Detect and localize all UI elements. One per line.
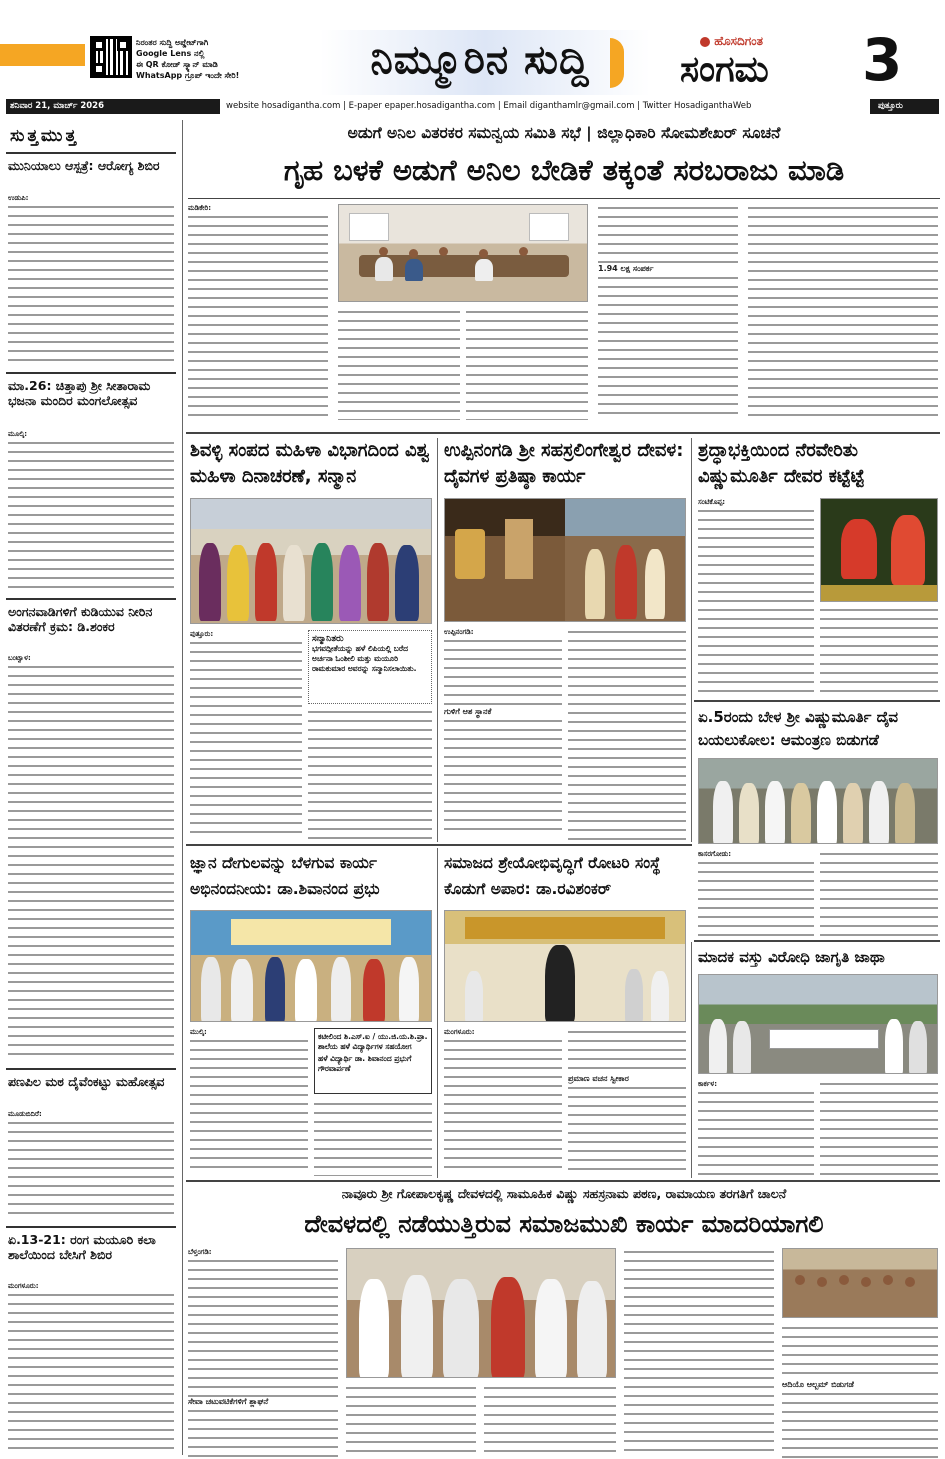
story-headline: ಮಾದಕ ವಸ್ತು ವಿರೋಧಿ ಜಾಗೃತಿ ಜಾಥಾ — [698, 948, 885, 966]
page-title: ನಿಮ್ಮೂರಿನ ಸುದ್ದಿ — [370, 37, 590, 83]
story-body: ಬೆಳ್ತಂಗಡಿ: ಸೇವಾ ಚಟುವಟಿಕೆಗಳಿಗೆ ಶ್ಲಾಘನೆ — [188, 1248, 338, 1458]
story-body-2 — [346, 1384, 476, 1458]
sun-decoration — [610, 38, 624, 88]
qr-caption — [136, 37, 336, 81]
section-name: ಸಂಗಮ — [680, 49, 769, 90]
sidebar-story-body: ಮೂಲ್ಕಿ: — [8, 430, 174, 592]
section-rule — [186, 432, 940, 434]
story-headline: ಏ.5ರಂದು ಬೇಳ ಶ್ರೀ ವಿಷ್ಣುಮೂರ್ತಿ ದೈವ ಬಯಲುಕೋಲ: ಆಮಂತ್ರಣ ಬಿಡುಗಡೆ — [698, 708, 899, 749]
sidebar — [0, 118, 182, 1459]
story-headline: ದೇವಳದಲ್ಲಿ ನಡೆಯುತ್ತಿರುವ ಸಮಾಜಮುಖಿ ಕಾರ್ಯ ಮಾದರಿಯಾಗಲಿ — [304, 1210, 824, 1238]
story-body: ಕಾಸರಗೋಡು: — [698, 850, 814, 938]
sidebar-story-title: ಏ.13-21: ರಂಗ ಮಯೂರಿ ಕಲಾ ಶಾಲೆಯಿಂದ ಬೇಸಿಗೆ ಶಿಬಿರ — [8, 1232, 156, 1262]
sidebar-logo: ಸುತ್ತಮುತ್ತ — [10, 126, 79, 146]
story-sahasralingeshwara — [442, 436, 688, 842]
qr-line: WhatsApp ಗ್ರೂಪ್ ಇಂದೇ ಸೇರಿ! — [136, 71, 240, 80]
story-photo-deity — [820, 498, 938, 602]
story-photo-rotary — [444, 910, 686, 1022]
sidebar-story-title: ಪಣಪಿಲ ಮಠ ದೈವೆಂಕಟ್ಟು ಮಹೋತ್ಸವ — [8, 1074, 165, 1089]
story-body-2 — [820, 606, 938, 694]
story-bayalukola — [696, 704, 940, 940]
story-photo-group — [190, 498, 432, 624]
story-headline: ಸಮಾಜದ ಶ್ರೇಯೋಭಿವೃದ್ಧಿಗೆ ರೋಟರಿ ಸಂಸ್ಥೆ ಕೊಡುಗೆ ಅಪಾರ: ಡಾ.ರವಿಶಂಕರ್ — [444, 854, 661, 898]
story-body-2 — [314, 1100, 432, 1176]
story-rotary — [442, 848, 688, 1178]
story-headline: ಶಿವಳ್ಳಿ ಸಂಪದ ಮಹಿಳಾ ವಿಭಾಗದಿಂದ ವಿಶ್ವ ಮಹಿಳಾ ದಿನಾಚರಣೆ, ಸನ್ಮಾನ — [190, 440, 430, 487]
sidebar-story-body: ಮೂಡುಬಿದಿರೆ: — [8, 1110, 174, 1222]
story-body-2 — [568, 628, 686, 840]
sidebar-divider — [182, 120, 183, 1455]
story-photo-temple — [444, 498, 686, 622]
lead-story — [188, 118, 940, 428]
story-headline: ಉಪ್ಪಿನಂಗಡಿ ಶ್ರೀ ಸಹಸ್ರಲಿಂಗೇಶ್ವರ ದೇವಳ: ದೈವಗಳ ಪ್ರತಿಷ್ಠಾ ಕಾರ್ಯ — [444, 440, 684, 487]
story-body: ಉಪ್ಪಿನಂಗಡಿ: ಗುಳಿಗೆ ಆಶ ಸ್ಥಾನಕೆ — [444, 628, 562, 840]
brand-logo — [700, 34, 763, 49]
location-label: ಪುತ್ತೂರು — [878, 101, 903, 111]
accent-bar — [0, 44, 85, 66]
story-headline: ಶ್ರದ್ಧಾಭಕ್ತಿಯಿಂದ ನೆರವೇರಿತು ವಿಷ್ಣುಮೂರ್ತಿ ದೇವರ ಕಟ್ಟೆಟ್ಟೆ — [698, 440, 865, 487]
lead-col-3 — [466, 308, 588, 420]
story-drug-awareness — [696, 944, 940, 1178]
lead-kicker: ಅಡುಗೆ ಅನಿಲ ವಿತರಕರ ಸಮನ್ವಯ ಸಮಿತಿ ಸಭೆ | ಜಿಲ್ಲಾಧಿಕಾರಿ ಸೋಮಶೇಖರ್ ಸೂಚನೆ — [347, 124, 781, 142]
lead-col-5 — [748, 204, 938, 420]
story-photo-rally — [698, 974, 938, 1074]
story-jnana-degula — [188, 848, 434, 1178]
sidebar-story-body: ಬಂಟ್ವಾಳ: — [8, 654, 174, 1062]
story-photo-audience — [782, 1248, 938, 1318]
story-body: ಕಾರ್ಕಳ: — [698, 1080, 814, 1176]
qr-line: Google Lens ನಲ್ಲಿ — [136, 49, 205, 58]
story-photo-stage — [190, 910, 432, 1022]
sidebar-story-body: ಉಡುಪಿ: — [8, 194, 174, 364]
sidebar-story-title: ಅಂಗನವಾಡಿಗಳಿಗೆ ಕುಡಿಯುವ ನೀರಿನ ವಿತರಣೆಗೆ ಕ್ರಮ: ಡಿ.ಶಂಕರ — [8, 604, 153, 634]
qr-line: ನಿರಂತರ ಸುದ್ದಿ ಅಪ್ಡೇಟ್‌ಗಾಗಿ — [136, 38, 209, 47]
story-body-2 — [308, 708, 432, 840]
honoree-box-title: ಸನ್ಮಾನಿತರು — [312, 634, 344, 644]
story-headline: ಜ್ಞಾನ ದೇಗುಲವನ್ನು ಬೆಳಗುವ ಕಾರ್ಯ ಅಭಿನಂದನೀಯ: ಡಾ.ಶಿವಾನಂದ ಪ್ರಭು — [190, 854, 380, 898]
story-body-3 — [484, 1384, 616, 1458]
lead-col-2 — [338, 308, 460, 420]
story-body-2 — [820, 850, 938, 938]
masthead — [0, 0, 945, 115]
story-body: ಸಂಟಿಕೊಪ್ಪ: — [698, 498, 814, 694]
lead-col-1: ಮಡಿಕೇರಿ: — [188, 204, 328, 420]
page-number: 3 — [862, 26, 903, 94]
honoree-box-text: ಭಗವದ್ಗೀತೆಯನ್ನು ಹಳೆ ಲಿಪಿಯಲ್ಲಿ ಬರೆದ ಅರ್ಚನಾ ಓಂಶೀಲಿ ಮತ್ತು ಮಯೂರಿ ರಾಮಕುಮಾರ ಅವರನ್ನು ಸನ್ಮಾನಿಸಲಾಯಿತು. — [312, 644, 417, 673]
lead-rule — [188, 198, 940, 199]
sidebar-story-title: ಮುನಿಯಾಲು ಆಸ್ಪತ್ರೆ: ಆರೋಗ್ಯ ಶಿಬಿರ — [8, 158, 160, 173]
lead-photo-meeting — [338, 204, 588, 302]
highlight-item: ಕಟೀಲಿಂದ ಶಿ.ಎಸ್.ಐ / ಯು.ಜಿ.ಯ.ಶಿ.ಪ್ರಾ. ಶಾಲೆಯ ಹಳೆ ವಿದ್ಯಾರ್ಥಿಗಳ ಸಹಯೋಗ — [318, 1032, 428, 1051]
story-body: ಮಂಗಳೂರು: — [444, 1028, 562, 1176]
contact-links[interactable]: website hosadigantha.com | E-paper epaper.hosadigantha.com | Email diganthamlr@gmail.com | Twitter HosadiganthaWeb — [226, 101, 752, 111]
story-body-2: ಪ್ರಮಾಣ ವಚನ ಸ್ವೀಕಾರ — [568, 1028, 686, 1176]
highlight-box — [314, 1028, 432, 1094]
story-photo-lamp — [346, 1248, 616, 1378]
qr-line: ಈ QR ಕೋಡ್ ಸ್ಕ್ಯಾನ್ ಮಾಡಿ — [136, 60, 218, 69]
issue-date: ಶನಿವಾರ 21, ಮಾರ್ಚ್ 2026 — [10, 101, 104, 111]
story-photo-release — [698, 758, 938, 844]
story-body-4 — [624, 1248, 774, 1458]
sidebar-story-body: ಮಂಗಳೂರು: — [8, 1282, 174, 1452]
story-kicker: ನಾವೂರು ಶ್ರೀ ಗೋಪಾಲಕೃಷ್ಣ ದೇವಳದಲ್ಲಿ ಸಾಮೂಹಿಕ ವಿಷ್ಣು ಸಹಸ್ರನಾಮ ಪಠಣ, ರಾಮಾಯಣ ತರಗತಿಗೆ ಚಾಲನೆ — [341, 1186, 787, 1201]
story-body-5: ಆದಿಯೊ ಆಲ್ಬಮ್ ಬಿಡುಗಡೆ — [782, 1324, 938, 1458]
brand-emblem-icon — [700, 37, 710, 47]
sidebar-story-title: ಮಾ.26: ಚಿತ್ತಾಪು ಶ್ರೀ ಸೀತಾರಾಮ ಭಜನಾ ಮಂದಿರ ಮಂಗಲೋತ್ಸವ — [8, 378, 151, 408]
date-bar — [6, 99, 939, 114]
highlight-item: ಹಳೆ ವಿದ್ಯಾರ್ಥಿ ಡಾ. ಶಿವಾನಂದ ಪ್ರಭುಗೆ ಗೌರವಾರ್ಪಣೆ — [318, 1054, 412, 1073]
honoree-box — [308, 630, 432, 704]
story-body: ಪುತ್ತೂರು: — [190, 630, 302, 840]
story-body: ಮುಲ್ಕಿ: — [190, 1028, 308, 1176]
brand-name: ಹೊಸದಿಗಂತ — [714, 34, 763, 48]
lead-headline: ಗೃಹ ಬಳಕೆ ಅಡುಗೆ ಅನಿಲ ಬೇಡಿಕೆ ತಕ್ಕಂತೆ ಸರಬರಾಜು ಮಾಡಿ — [283, 153, 845, 187]
sidebar-logo-rule — [6, 152, 176, 154]
story-body-2 — [820, 1080, 938, 1176]
story-naavuru-temple — [188, 1182, 940, 1459]
story-mahila-dinacharane — [188, 436, 434, 842]
lead-col-4: 1.94 ಲಕ್ಷ ಸಂಪರ್ಕ — [598, 204, 738, 420]
story-vishnumurthy-kattette — [696, 436, 940, 698]
qr-code-icon[interactable] — [90, 36, 132, 78]
